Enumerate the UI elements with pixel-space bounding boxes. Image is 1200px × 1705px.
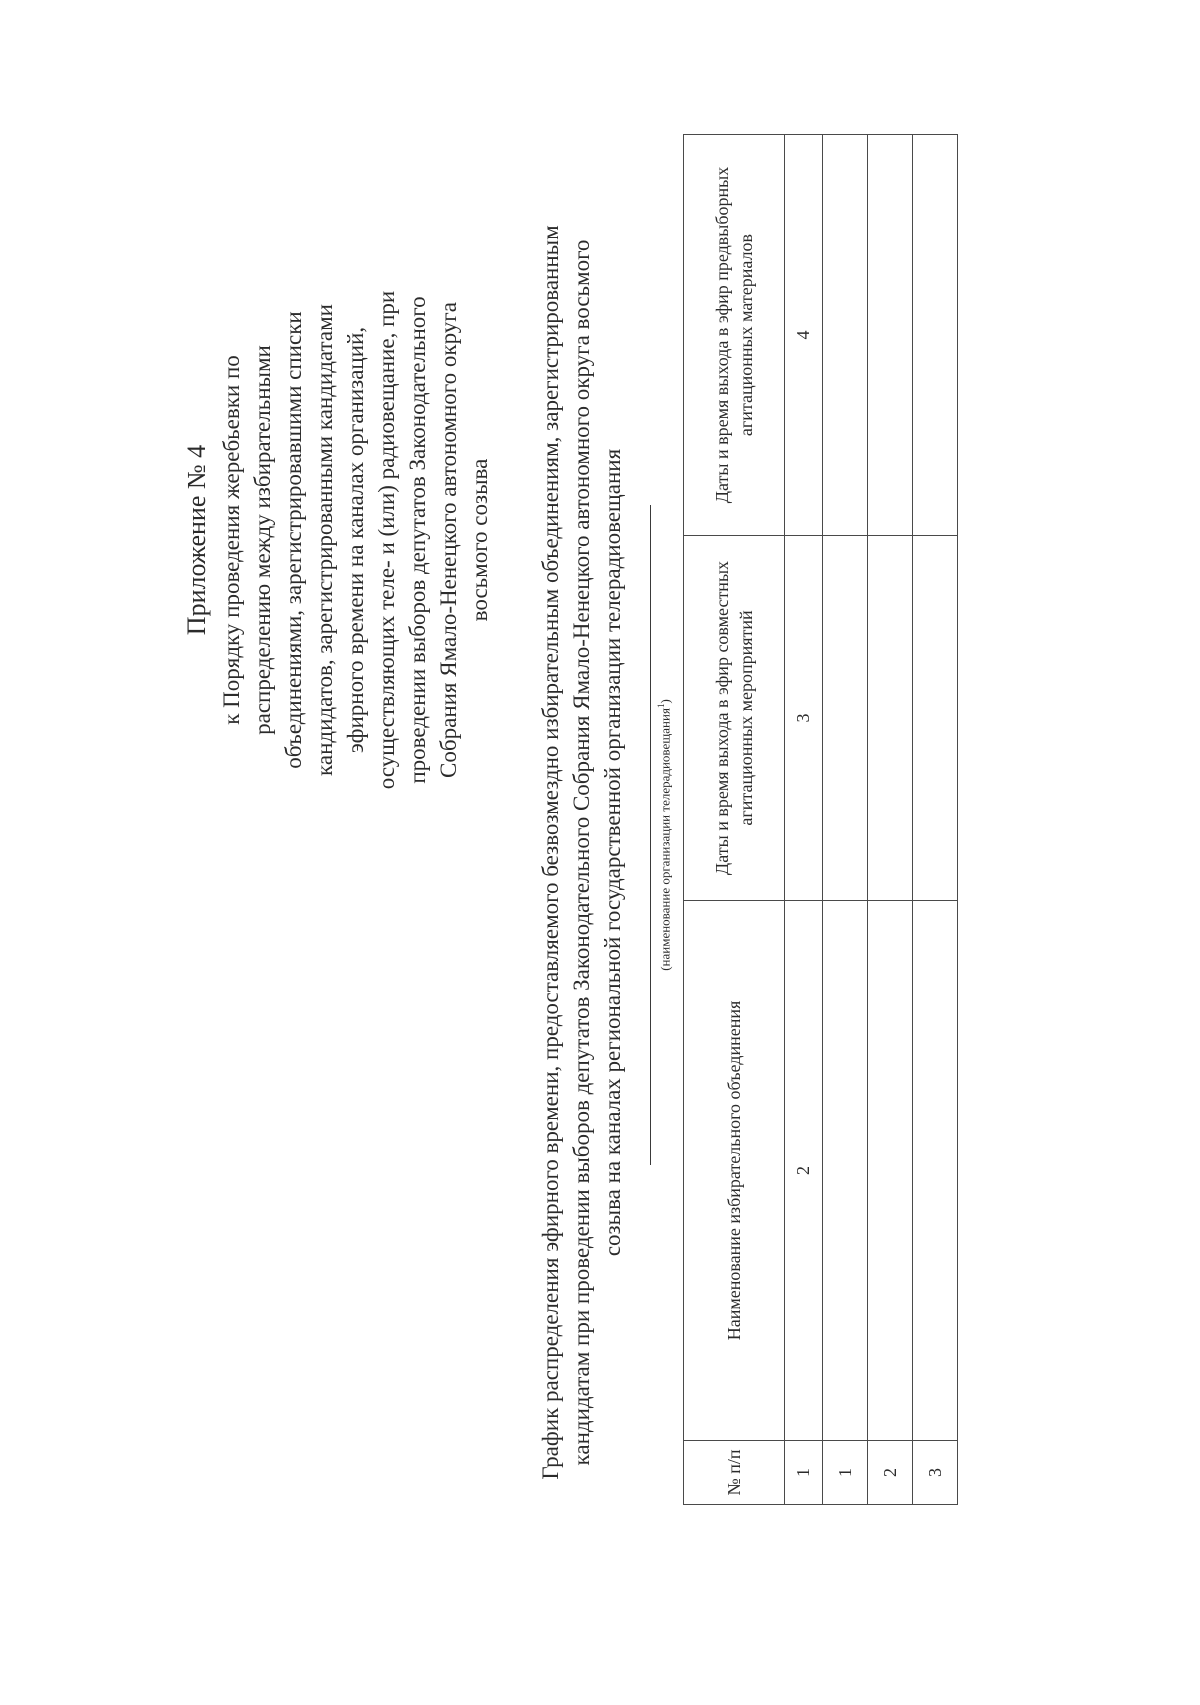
column-number-cell: 1 [785,1441,823,1505]
header-campaign-materials: Даты и время выхода в эфир предвыборных агитационных материалов [684,135,785,536]
table-header-row [684,135,785,1505]
table-cell [913,135,958,536]
organization-name-line [650,505,651,1165]
table-cell [868,135,913,536]
table-cell: 2 [868,1441,913,1505]
table-row [868,135,913,1505]
table-row [913,135,958,1505]
organization-caption [652,505,674,1165]
appendix-heading: Приложение № 4 [182,444,211,636]
table-cell [823,135,868,536]
schedule-title: График распределения эфирного времени, предоставляемого безвозмездно избирательным объединениям, зарегистрированным кандидатам при проведении выборов депутатов Законодательного Собрания Ямало-Ненецкого автономного округа восьмого созыва на каналах региональной государственной организации телерадиовещания [538,225,625,1480]
table-cell [823,536,868,901]
footnote-mark: 1 [656,703,666,709]
table-cell: 1 [823,1441,868,1505]
table-cell [868,536,913,901]
table-cell: 3 [913,1441,958,1505]
organization-caption-close: ) [657,699,673,704]
header-joint-events: Даты и время выхода в эфир совместных агитационных мероприятий [684,536,785,901]
header-number: № п/п [684,1441,785,1505]
column-number-cell: 3 [785,536,823,901]
table-cell [913,536,958,901]
header-association-name: Наименование избирательного объединения [684,901,785,1441]
appendix-header [180,280,495,800]
schedule-table [683,134,958,1505]
column-number-cell: 4 [785,135,823,536]
column-number-row [785,135,823,1505]
table-row [823,135,868,1505]
table-cell [823,901,868,1441]
appendix-text: к Порядку проведения жеребьевки по распределению между избирательными объединениями, зарегистрировавшими списки кандидатов, зарегистрированными кандидатами эфирного времени на каналах организаций, осуществляющих теле- и (или) радиовещание, при проведении выборов депутатов Законодательного Собрания Ямало-Ненецкого автономного округа восьмого созыва [219,290,492,790]
column-number-cell: 2 [785,901,823,1441]
organization-caption-text: (наименование организации телерадиовещания [657,708,673,971]
table-cell [913,901,958,1441]
table-cell [868,901,913,1441]
